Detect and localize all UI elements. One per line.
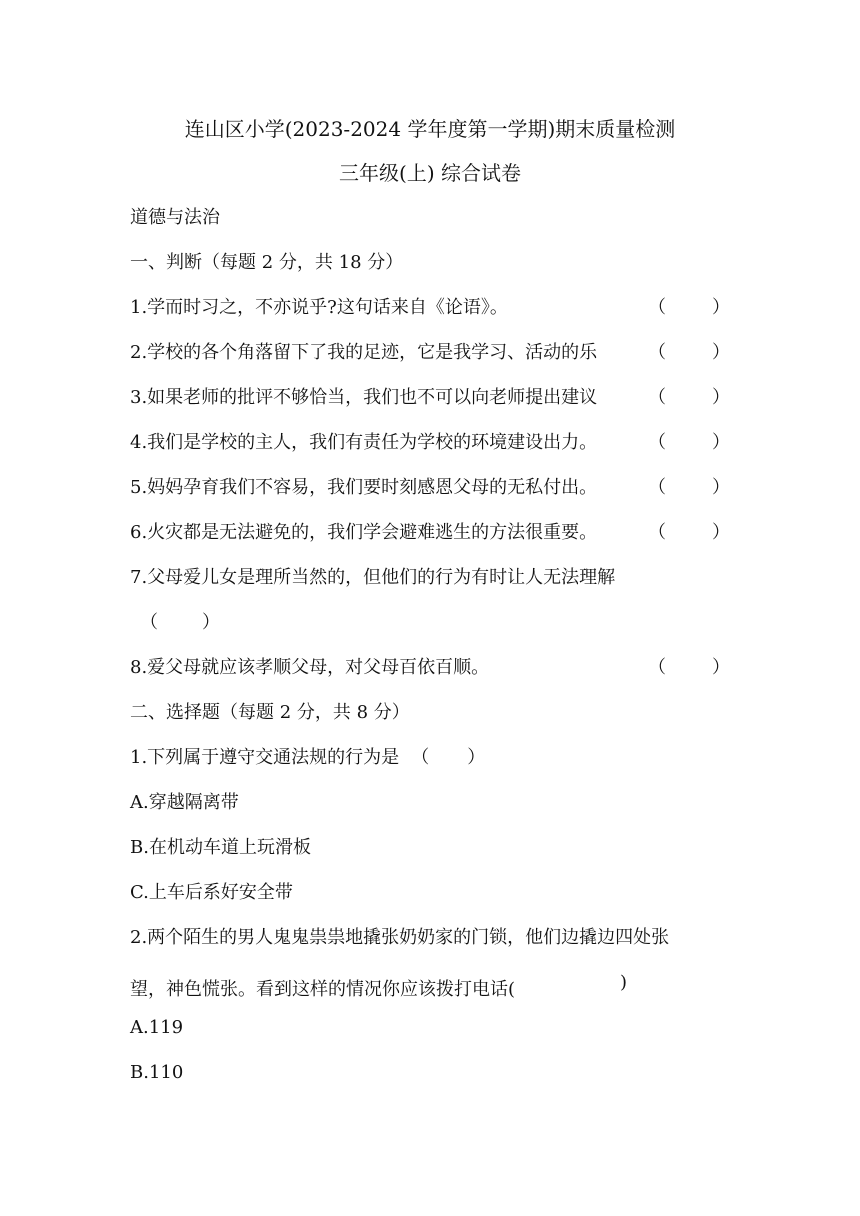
section2-heading: 二、选择题（每题 2 分，共 8 分） [130, 702, 410, 723]
answer-blank[interactable]: （ ） [648, 387, 730, 408]
section1-heading: 一、判断（每题 2 分，共 18 分） [130, 252, 404, 273]
answer-blank[interactable]: （ ） [648, 477, 730, 498]
answer-blank[interactable]: （ ） [140, 612, 220, 633]
choice-question-1 [130, 746, 730, 770]
question-text: 6.火灾都是无法避免的，我们学会避难逃生的方法很重要。 [130, 522, 598, 543]
answer-blank[interactable]: （ ） [648, 657, 730, 678]
question-text: 3.如果老师的批评不够恰当，我们也不可以向老师提出建议 [130, 387, 598, 408]
judge-question-8 [130, 656, 730, 680]
answer-blank[interactable]: （ ） [648, 522, 730, 543]
choice-option-c[interactable]: C.上车后系好安全带 [130, 882, 293, 903]
question-text: 4.我们是学校的主人，我们有责任为学校的环境建设出力。 [130, 432, 598, 453]
judge-question-4 [130, 431, 730, 455]
question-text: 8.爱父母就应该孝顺父母，对父母百依百顺。 [130, 657, 490, 678]
answer-blank[interactable]: ) [620, 972, 628, 993]
exam-title: 连山区小学(2023-2024 学年度第一学期)期末质量检测 [184, 117, 676, 141]
answer-blank[interactable]: （ ） [648, 342, 730, 363]
question-text: 1.下列属于遵守交通法规的行为是 [130, 747, 400, 768]
answer-blank[interactable]: （ ） [411, 747, 486, 768]
question-text: 望，神色慌张。看到这样的情况你应该拨打电话( [130, 979, 516, 1000]
choice-question-2-line1: 2.两个陌生的男人鬼鬼祟祟地撬张奶奶家的门锁，他们边撬边四处张 [130, 927, 670, 948]
judge-question-2 [130, 341, 730, 365]
judge-question-7: 7.父母爱儿女是理所当然的，但他们的行为有时让人无法理解 [130, 567, 616, 588]
exam-subtitle: 三年级(上) 综合试卷 [339, 161, 521, 185]
choice-option-b[interactable]: B.110 [130, 1062, 184, 1083]
judge-question-3 [130, 386, 730, 410]
question-text: 5.妈妈孕育我们不容易，我们要时刻感恩父母的无私付出。 [130, 477, 598, 498]
choice-option-b[interactable]: B.在机动车道上玩滑板 [130, 837, 311, 858]
judge-question-5 [130, 476, 730, 500]
answer-blank[interactable]: （ ） [648, 432, 730, 453]
subject-heading: 道德与法治 [130, 207, 220, 228]
question-text: 2.学校的各个角落留下了我的足迹，它是我学习、活动的乐 [130, 342, 598, 363]
answer-blank[interactable]: （ ） [648, 297, 730, 318]
choice-option-a[interactable]: A.119 [130, 1017, 184, 1038]
judge-question-6 [130, 521, 730, 545]
choice-question-2-line2 [130, 971, 730, 1002]
judge-question-1 [130, 296, 730, 320]
question-text: 1.学而时习之，不亦说乎?这句话来自《论语》。 [130, 297, 508, 318]
choice-option-a[interactable]: A.穿越隔离带 [130, 792, 239, 813]
